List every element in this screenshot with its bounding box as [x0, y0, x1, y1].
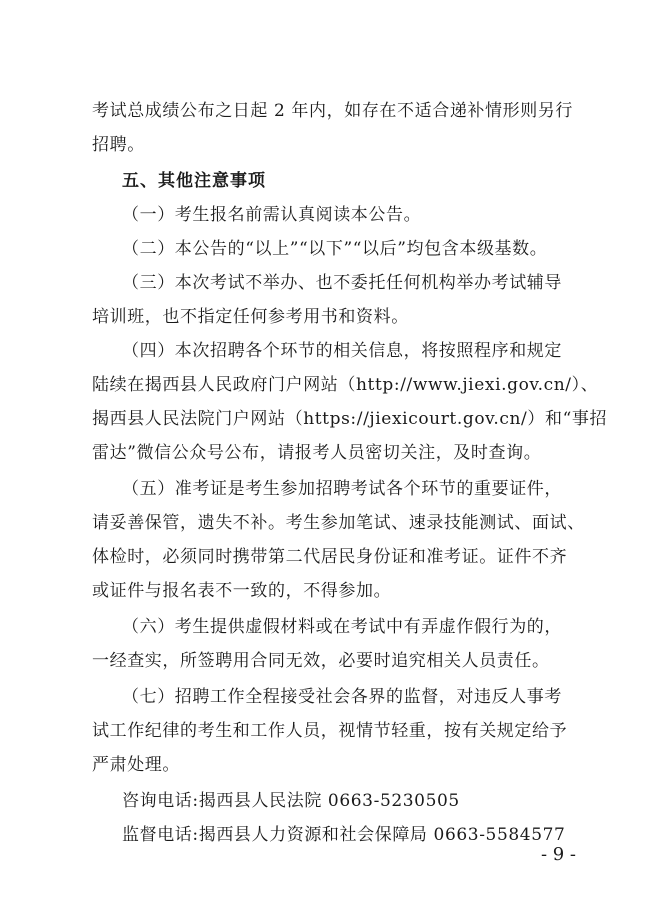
- paragraph-line-2: 招聘。: [92, 135, 145, 155]
- item-4-line-2: 陆续在揭西县人民政府门户网站（http://www.jiexi.gov.cn/）、: [92, 375, 599, 395]
- supervision-phone-line: 监督电话:揭西县人力资源和社会保障局 0663-5584577: [122, 825, 566, 845]
- paragraph-line-1: 考试总成绩公布之日起 2 年内，如存在不适合递补情形则另行: [92, 101, 574, 121]
- item-5-line-1: （五）准考证是考生参加招聘考试各个环节的重要证件，: [122, 479, 562, 499]
- item-6-line-1: （六）考生提供虚假材料或在考试中有弄虚作假行为的，: [122, 617, 562, 637]
- item-5-line-2: 请妥善保管，遗失不补。考生参加笔试、速录技能测试、面试、: [92, 513, 585, 533]
- item-6-line-2: 一经查实，所签聘用合同无效，必要时追究相关人员责任。: [92, 651, 550, 671]
- section-heading: 五、其他注意事项: [122, 171, 266, 191]
- item-2-line-1: （二）本公告的“以上”“以下”“以后”均包含本级基数。: [122, 239, 548, 259]
- item-1-line-1: （一）考生报名前需认真阅读本公告。: [122, 205, 422, 225]
- item-3-line-1: （三）本次考试不举办、也不委托任何机构举办考试辅导: [122, 273, 562, 293]
- item-7-line-3: 严肃处理。: [92, 755, 180, 775]
- page-number: - 9 -: [540, 844, 576, 865]
- item-3-line-2: 培训班，也不指定任何参考用书和资料。: [92, 307, 409, 327]
- item-5-line-4: 或证件与报名表不一致的，不得参加。: [92, 581, 392, 601]
- item-7-line-2: 试工作纪律的考生和工作人员，视情节轻重，按有关规定给予: [92, 721, 568, 741]
- item-4-line-3: 揭西县人民法院门户网站（https://jiexicourt.gov.cn/）和“事招: [92, 409, 608, 429]
- item-4-line-4: 雷达”微信公众号公布，请报考人员密切关注，及时查询。: [92, 443, 542, 463]
- item-7-line-1: （七）招聘工作全程接受社会各界的监督，对违反人事考: [122, 687, 562, 707]
- consult-phone-line: 咨询电话:揭西县人民法院 0663-5230505: [122, 791, 460, 811]
- item-5-line-3: 体检时，必须同时携带第二代居民身份证和准考证。证件不齐: [92, 547, 568, 567]
- item-4-line-1: （四）本次招聘各个环节的相关信息，将按照程序和规定: [122, 341, 562, 361]
